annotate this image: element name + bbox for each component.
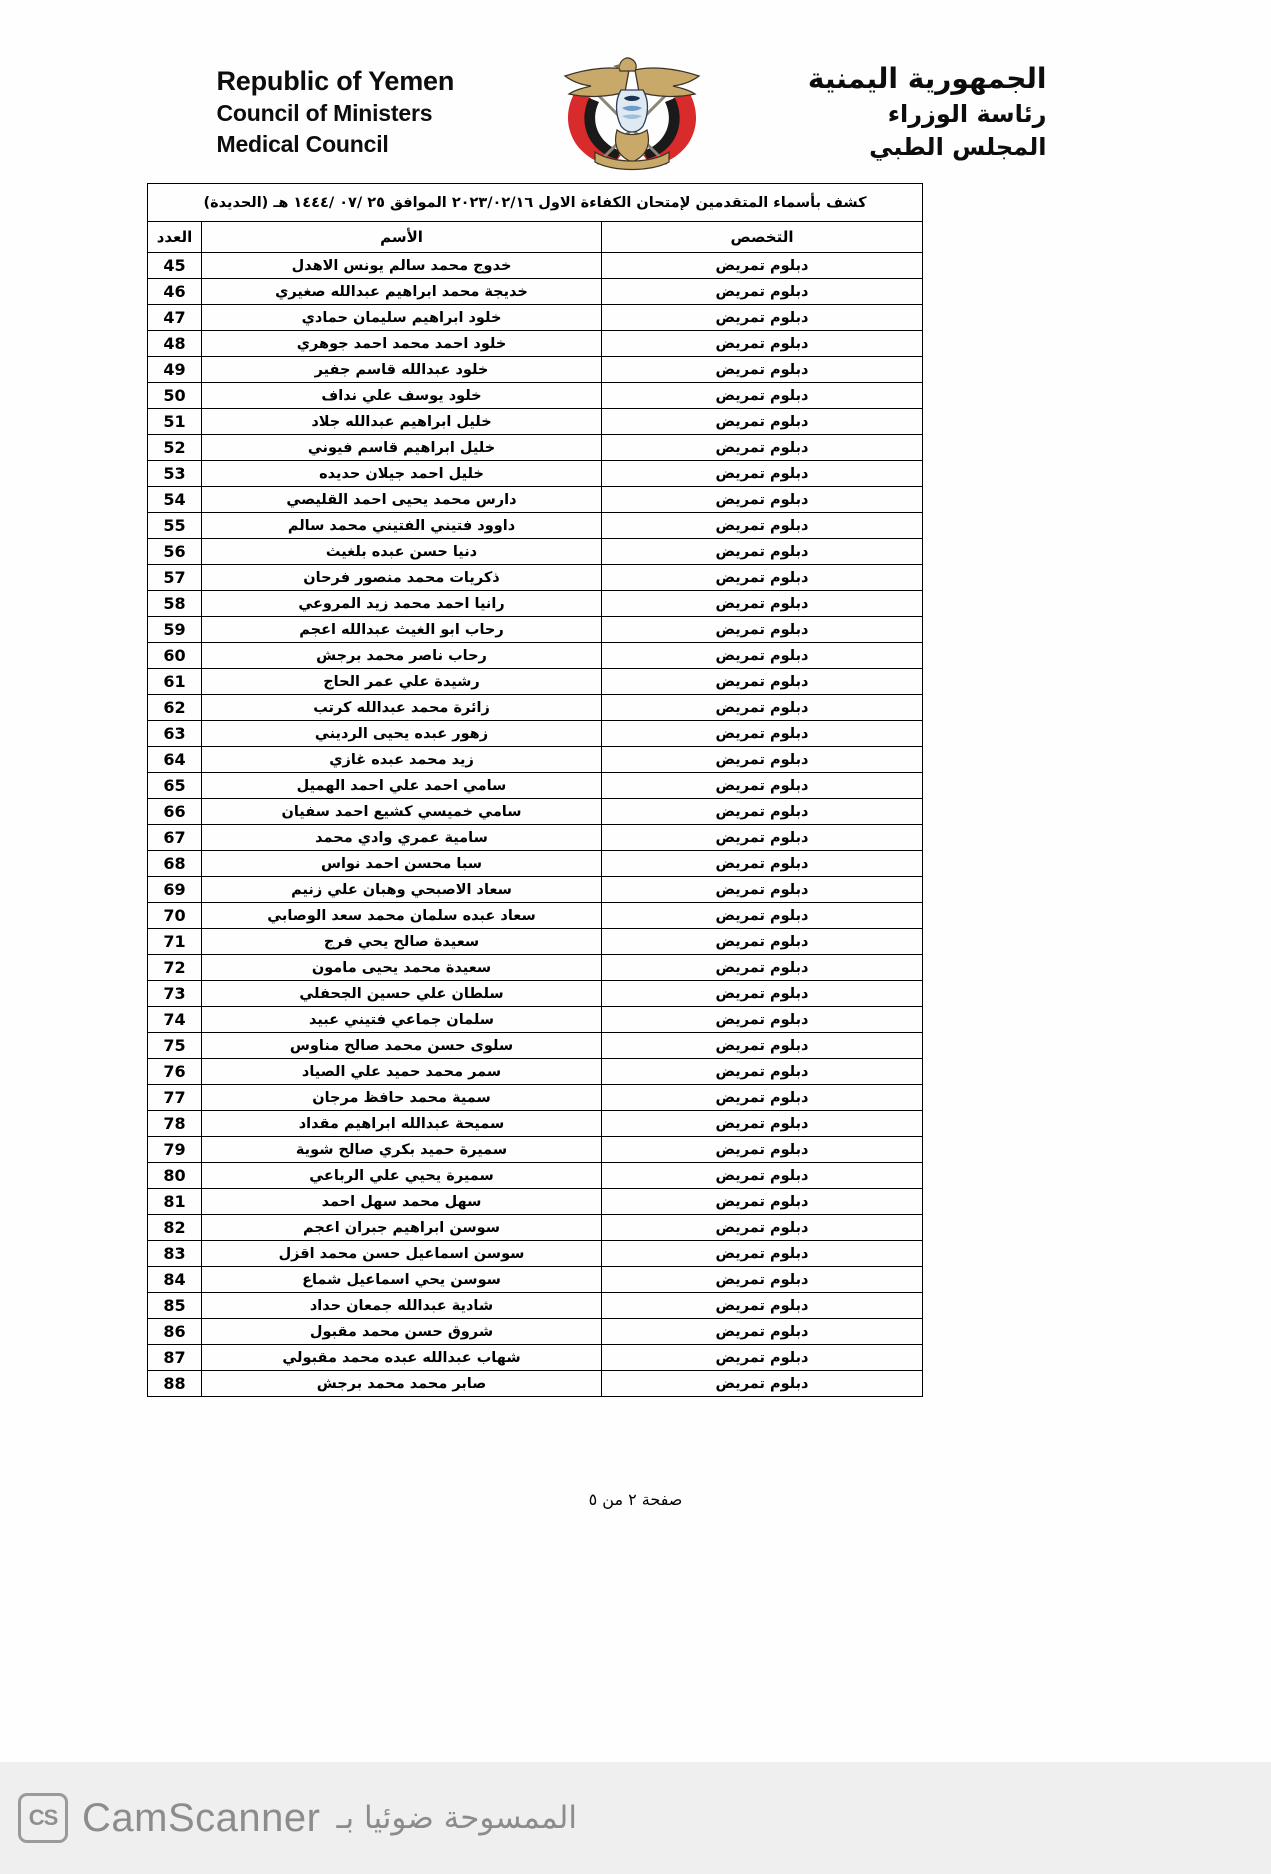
cell-specialty: دبلوم تمريض <box>602 773 923 799</box>
page-number-footer: صفحة ٢ من ٥ <box>588 1490 683 1509</box>
cell-number: 46 <box>147 279 201 305</box>
cell-number: 68 <box>147 851 201 877</box>
cell-specialty: دبلوم تمريض <box>602 851 923 877</box>
cell-specialty: دبلوم تمريض <box>602 409 923 435</box>
camscanner-watermark <box>0 1762 1271 1874</box>
cell-specialty: دبلوم تمريض <box>602 1241 923 1267</box>
cell-number: 86 <box>147 1319 201 1345</box>
table-row <box>147 1319 922 1345</box>
cell-name: سوسن ابراهيم جبران اعجم <box>202 1215 602 1241</box>
cell-name: خلود ابراهيم سليمان حمادي <box>202 305 602 331</box>
cell-name: خليل ابراهيم عبدالله جلاد <box>202 409 602 435</box>
table-row <box>147 1371 922 1397</box>
table-header-row <box>147 222 922 253</box>
cell-specialty: دبلوم تمريض <box>602 331 923 357</box>
cell-specialty: دبلوم تمريض <box>602 591 923 617</box>
cell-name: سمر محمد حميد علي الصياد <box>202 1059 602 1085</box>
table-row <box>147 1111 922 1137</box>
letterhead-ar-line2: رئاسة الوزراء <box>887 100 1047 128</box>
cell-name: شهاب عبدالله عبده محمد مقبولي <box>202 1345 602 1371</box>
table-row <box>147 539 922 565</box>
cell-name: شروق حسن محمد مقبول <box>202 1319 602 1345</box>
cell-name: سعيدة صالح يحي فرج <box>202 929 602 955</box>
table-row <box>147 617 922 643</box>
table-row <box>147 747 922 773</box>
cell-name: شادية عبدالله جمعان حداد <box>202 1293 602 1319</box>
table-row <box>147 1085 922 1111</box>
cell-name: خدوج محمد سالم يونس الاهدل <box>202 253 602 279</box>
table-row <box>147 929 922 955</box>
cell-number: 72 <box>147 955 201 981</box>
cell-number: 78 <box>147 1111 201 1137</box>
letterhead-en-line3: Medical Council <box>216 131 389 157</box>
table-row <box>147 877 922 903</box>
cell-number: 47 <box>147 305 201 331</box>
table-row <box>147 1189 922 1215</box>
cell-number: 56 <box>147 539 201 565</box>
cell-number: 55 <box>147 513 201 539</box>
cell-number: 77 <box>147 1085 201 1111</box>
table-row <box>147 1293 922 1319</box>
table-row <box>147 435 922 461</box>
cell-number: 83 <box>147 1241 201 1267</box>
cell-specialty: دبلوم تمريض <box>602 695 923 721</box>
cell-specialty: دبلوم تمريض <box>602 929 923 955</box>
column-header-name: الأسم <box>202 222 602 253</box>
cell-name: خلود يوسف علي نداف <box>202 383 602 409</box>
cell-number: 76 <box>147 1059 201 1085</box>
table-row <box>147 773 922 799</box>
cell-name: رحاب ناصر محمد برجش <box>202 643 602 669</box>
cell-name: سميرة حميد بكري صالح شوية <box>202 1137 602 1163</box>
cell-number: 79 <box>147 1137 201 1163</box>
cell-specialty: دبلوم تمريض <box>602 981 923 1007</box>
table-row <box>147 981 922 1007</box>
cell-specialty: دبلوم تمريض <box>602 617 923 643</box>
cell-number: 49 <box>147 357 201 383</box>
cell-name: دارس محمد يحيى احمد القليصي <box>202 487 602 513</box>
table-row <box>147 851 922 877</box>
cell-number: 66 <box>147 799 201 825</box>
cell-specialty: دبلوم تمريض <box>602 1215 923 1241</box>
cell-name: داوود فتيني الفتيني محمد سالم <box>202 513 602 539</box>
letterhead-ar-line1: الجمهورية اليمنية <box>807 62 1047 95</box>
cell-specialty: دبلوم تمريض <box>602 1319 923 1345</box>
column-header-specialty: التخصص <box>602 222 923 253</box>
table-row <box>147 1007 922 1033</box>
table-title: كشف بأسماء المتقدمين لإمتحان الكفاءة الاول ٢٠٢٣/٠٢/١٦ الموافق ٢٥ /٠٧ /١٤٤٤ هـ (الحديدة) <box>147 184 922 222</box>
table-row <box>147 669 922 695</box>
cell-specialty: دبلوم تمريض <box>602 565 923 591</box>
cell-specialty: دبلوم تمريض <box>602 955 923 981</box>
table-row <box>147 487 922 513</box>
cell-number: 50 <box>147 383 201 409</box>
table-row <box>147 331 922 357</box>
table-row <box>147 643 922 669</box>
cell-number: 52 <box>147 435 201 461</box>
table-row <box>147 357 922 383</box>
cell-number: 74 <box>147 1007 201 1033</box>
cell-number: 51 <box>147 409 201 435</box>
table-row <box>147 1059 922 1085</box>
table-head <box>147 184 922 253</box>
table-row <box>147 1267 922 1293</box>
candidates-table <box>147 183 923 1397</box>
letterhead <box>0 52 1271 182</box>
cell-specialty: دبلوم تمريض <box>602 487 923 513</box>
cell-number: 65 <box>147 773 201 799</box>
table-row <box>147 513 922 539</box>
cell-specialty: دبلوم تمريض <box>602 1137 923 1163</box>
cell-name: سامية عمري وادي محمد <box>202 825 602 851</box>
cell-number: 81 <box>147 1189 201 1215</box>
table-row <box>147 799 922 825</box>
table-row <box>147 591 922 617</box>
cell-number: 87 <box>147 1345 201 1371</box>
cell-number: 62 <box>147 695 201 721</box>
letterhead-arabic <box>747 52 1065 164</box>
cell-name: سلمان جماعي فتيني عبيد <box>202 1007 602 1033</box>
cell-number: 67 <box>147 825 201 851</box>
cell-name: خليل احمد جيلان حديده <box>202 461 602 487</box>
cell-name: رشيدة علي عمر الحاج <box>202 669 602 695</box>
cell-number: 71 <box>147 929 201 955</box>
letterhead-en-line1: Republic of Yemen <box>216 66 455 96</box>
cell-name: زائرة محمد عبدالله كرتب <box>202 695 602 721</box>
cell-specialty: دبلوم تمريض <box>602 1163 923 1189</box>
cell-name: سميحة عبدالله ابراهيم مقداد <box>202 1111 602 1137</box>
cell-specialty: دبلوم تمريض <box>602 903 923 929</box>
cell-number: 82 <box>147 1215 201 1241</box>
cell-specialty: دبلوم تمريض <box>602 1085 923 1111</box>
cell-name: سهل محمد سهل احمد <box>202 1189 602 1215</box>
cell-specialty: دبلوم تمريض <box>602 461 923 487</box>
cell-name: خديجة محمد ابراهيم عبدالله صغيري <box>202 279 602 305</box>
cell-name: سمية محمد حافظ مرجان <box>202 1085 602 1111</box>
table-row <box>147 305 922 331</box>
cell-specialty: دبلوم تمريض <box>602 1189 923 1215</box>
cell-name: رحاب ابو الغيث عبدالله اعجم <box>202 617 602 643</box>
table-row <box>147 461 922 487</box>
table-row <box>147 955 922 981</box>
cell-specialty: دبلوم تمريض <box>602 643 923 669</box>
column-header-number: العدد <box>147 222 201 253</box>
cell-name: سميرة يحيي علي الرباعي <box>202 1163 602 1189</box>
cell-name: سامي احمد علي احمد الهميل <box>202 773 602 799</box>
table-row <box>147 1215 922 1241</box>
table-row <box>147 279 922 305</box>
cell-name: سعاد الاصبحي وهبان علي زنيم <box>202 877 602 903</box>
cell-specialty: دبلوم تمريض <box>602 513 923 539</box>
cell-specialty: دبلوم تمريض <box>602 279 923 305</box>
cell-specialty: دبلوم تمريض <box>602 1007 923 1033</box>
cell-name: ذكريات محمد منصور فرحان <box>202 565 602 591</box>
cell-number: 69 <box>147 877 201 903</box>
cell-number: 63 <box>147 721 201 747</box>
cell-specialty: دبلوم تمريض <box>602 1059 923 1085</box>
cell-specialty: دبلوم تمريض <box>602 539 923 565</box>
cell-number: 53 <box>147 461 201 487</box>
cell-specialty: دبلوم تمريض <box>602 1371 923 1397</box>
camscanner-arabic-text: الممسوحة ضوئيا بـ <box>336 1800 577 1836</box>
cell-number: 73 <box>147 981 201 1007</box>
cell-specialty: دبلوم تمريض <box>602 253 923 279</box>
cell-specialty: دبلوم تمريض <box>602 877 923 903</box>
cell-specialty: دبلوم تمريض <box>602 1267 923 1293</box>
cell-specialty: دبلوم تمريض <box>602 721 923 747</box>
table-row <box>147 383 922 409</box>
cell-number: 45 <box>147 253 201 279</box>
cell-specialty: دبلوم تمريض <box>602 357 923 383</box>
table-row <box>147 409 922 435</box>
letterhead-en-line2: Council of Ministers <box>216 100 433 126</box>
table-row <box>147 1345 922 1371</box>
cell-number: 80 <box>147 1163 201 1189</box>
letterhead-english <box>207 52 517 160</box>
cell-number: 88 <box>147 1371 201 1397</box>
cell-name: خلود احمد محمد احمد جوهري <box>202 331 602 357</box>
yemen-national-emblem-icon <box>517 52 747 172</box>
camscanner-badge-icon: CS <box>18 1793 68 1843</box>
cell-name: زهور عبده يحيى الرديني <box>202 721 602 747</box>
cell-number: 61 <box>147 669 201 695</box>
cell-specialty: دبلوم تمريض <box>602 825 923 851</box>
cell-name: خلود عبدالله قاسم جفير <box>202 357 602 383</box>
cell-name: رانيا احمد محمد زيد المروعي <box>202 591 602 617</box>
cell-number: 64 <box>147 747 201 773</box>
letterhead-ar-line3: المجلس الطبي <box>869 133 1047 161</box>
cell-name: سوسن اسماعيل حسن محمد اقزل <box>202 1241 602 1267</box>
cell-specialty: دبلوم تمريض <box>602 435 923 461</box>
table-row <box>147 1137 922 1163</box>
table-row <box>147 721 922 747</box>
camscanner-brand-text: CamScanner <box>82 1795 321 1840</box>
cell-name: سبا محسن احمد نواس <box>202 851 602 877</box>
table-row <box>147 565 922 591</box>
cell-specialty: دبلوم تمريض <box>602 1111 923 1137</box>
cell-number: 84 <box>147 1267 201 1293</box>
table-title-row <box>147 184 922 222</box>
candidates-table-container <box>148 183 923 1397</box>
cell-number: 59 <box>147 617 201 643</box>
cell-specialty: دبلوم تمريض <box>602 1293 923 1319</box>
cell-name: سوسن يحي اسماعيل شماع <box>202 1267 602 1293</box>
table-row <box>147 903 922 929</box>
cell-name: سعيدة محمد يحيى مامون <box>202 955 602 981</box>
table-row <box>147 253 922 279</box>
cell-number: 85 <box>147 1293 201 1319</box>
cell-name: سلطان علي حسين الجحفلي <box>202 981 602 1007</box>
cell-specialty: دبلوم تمريض <box>602 305 923 331</box>
cell-number: 58 <box>147 591 201 617</box>
table-row <box>147 1163 922 1189</box>
cell-specialty: دبلوم تمريض <box>602 799 923 825</box>
table-row <box>147 1241 922 1267</box>
cell-specialty: دبلوم تمريض <box>602 669 923 695</box>
cell-number: 54 <box>147 487 201 513</box>
cell-specialty: دبلوم تمريض <box>602 383 923 409</box>
cell-name: خليل ابراهيم قاسم فيوني <box>202 435 602 461</box>
table-body <box>147 253 922 1397</box>
cell-name: سلوى حسن محمد صالح مناوس <box>202 1033 602 1059</box>
cell-number: 60 <box>147 643 201 669</box>
cell-number: 75 <box>147 1033 201 1059</box>
cell-name: دنيا حسن عبده بلغيث <box>202 539 602 565</box>
table-row <box>147 1033 922 1059</box>
table-row <box>147 825 922 851</box>
cell-number: 48 <box>147 331 201 357</box>
cell-specialty: دبلوم تمريض <box>602 1345 923 1371</box>
cell-number: 70 <box>147 903 201 929</box>
cell-name: سعاد عبده سلمان محمد سعد الوصابي <box>202 903 602 929</box>
cell-number: 57 <box>147 565 201 591</box>
table-row <box>147 695 922 721</box>
cell-specialty: دبلوم تمريض <box>602 747 923 773</box>
cell-name: سامي خميسي كشيع احمد سفيان <box>202 799 602 825</box>
cell-specialty: دبلوم تمريض <box>602 1033 923 1059</box>
cell-name: زيد محمد عبده غازي <box>202 747 602 773</box>
cell-name: صابر محمد محمد برجش <box>202 1371 602 1397</box>
